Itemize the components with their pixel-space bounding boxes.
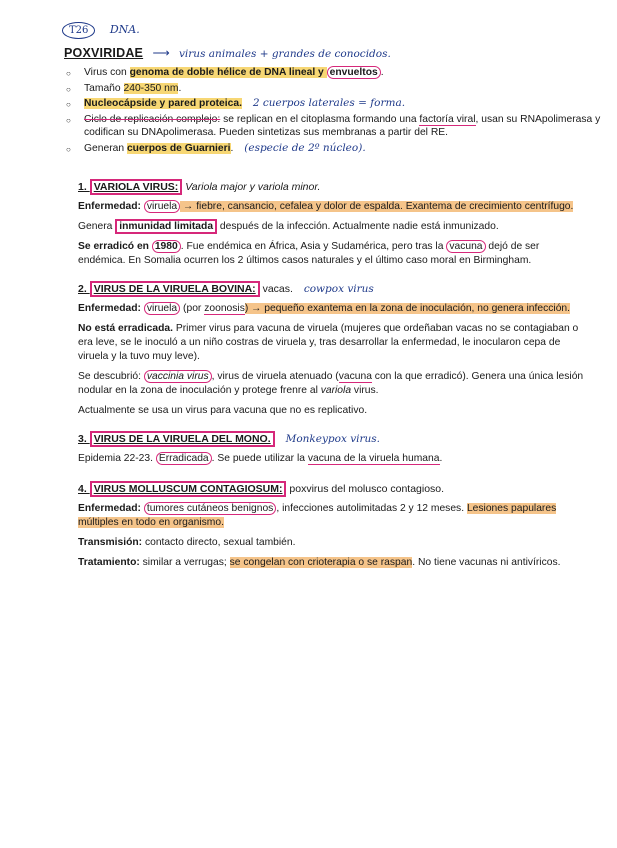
title-note: virus animales + grandes de conocidos. [179,48,391,60]
list-item: ○ Ciclo de replicación complejo: se replican en el citoplasma formando una factoría viral, usan su RNApolimerasa y codifican su DNApolimerasa. Pueden sintetizas sus membranas a partir del RE. [84,113,604,140]
list-item: ○ Tamaño 240-350 nm. [84,82,604,96]
handwritten-header [62,20,140,42]
page-title-row [64,46,391,60]
family-properties-list [64,66,604,157]
list-item: ○ Generan cuerpos de Guarnieri. (especie de 2º núcleo). [84,142,604,156]
handwritten-note: Monkeypox virus. [285,433,381,445]
disease-paragraph: Enfermedad: tumores cutáneos benignos , infecciones autolimitadas 2 y 12 meses. Lesiones papulares múltiples en todo en organismo. [78,503,557,528]
epidemic-paragraph: Epidemia 22-23. Erradicada . Se puede utilizar la vacuna de la viruela humana. [78,453,443,464]
section-bovine [78,282,586,424]
status-paragraph: No está erradicada. Primer virus para vacuna de viruela (mujeres que ordeñaban vacas no se contagiaban o era leve, se le inoculó a un niño costras de viruela y, tras desarrollar la enfermedad, le inocularon cepa de viruela y la tuvo muy leve). [78,323,579,362]
subject-note: DNA. [109,23,140,36]
section-monkeypox [78,432,586,472]
list-item: ○ Virus con genoma de doble hélice de DNA lineal y envueltos . [84,66,604,80]
section-heading: 3. VIRUS DE LA VIRUELA DEL MONO. Monkeypox virus. [78,433,381,445]
section-heading: 2. VIRUS DE LA VIRUELA BOVINA: vacas. cowpox virus [78,283,374,295]
treatment-paragraph: Tratamiento: similar a verrugas; se congelan con crioterapia o se raspan. No tiene vacunas ni antivíricos. [78,557,561,568]
section-molluscum [78,482,586,576]
disease-paragraph: Enfermedad: viruela → fiebre, cansancio, cefalea y dolor de espalda. Exantema de crecimiento centrífugo. [78,201,574,212]
topic-tag: T26 [62,22,95,39]
handwritten-note: (especie de 2º núcleo). [244,141,366,154]
section-heading: 4. VIRUS MOLLUSCUM CONTAGIOSUM: poxvirus del molusco contagioso. [78,483,445,495]
list-item: ○ Nucleocápside y pared proteica. 2 cuerpos laterales = forma. [84,97,604,111]
discovery-paragraph: Se descubrió: vaccinia virus , virus de viruela atenuado (vacuna con la que erradicó). Genera una única lesión nodular en la zona de inoculación y protege frenre al variola virus. [78,371,584,396]
transmission-paragraph: Transmisión: contacto directo, sexual también. [78,537,296,548]
immunity-paragraph: Genera inmunidad limitada después de la infección. Actualmente nadie está inmunizado. [78,221,499,232]
section-variola [78,180,586,274]
handwritten-note: cowpox virus [303,283,374,295]
section-heading: 1. VARIOLA VIRUS: Variola major y variola minor. [78,181,321,193]
eradication-paragraph: Se erradicó en 1980 . Fue endémica en África, Asia y Sudamérica, pero tras la vacuna dejó de ser endémica. En Somalia ocurren los 2 últimos casos naturales y el último caso moral en Birmingham. [78,241,540,266]
page-title: POXVIRIDAE [64,46,144,60]
arrow-icon: ⟶ [152,46,170,60]
current-use-paragraph: Actualmente se usa un virus para vacuna que no es replicativo. [78,405,368,416]
handwritten-note: 2 cuerpos laterales = forma. [252,97,406,109]
disease-paragraph: Enfermedad: viruela (por zoonosis) → pequeño exantema en la zona de inoculación, no genera infección. [78,303,571,314]
